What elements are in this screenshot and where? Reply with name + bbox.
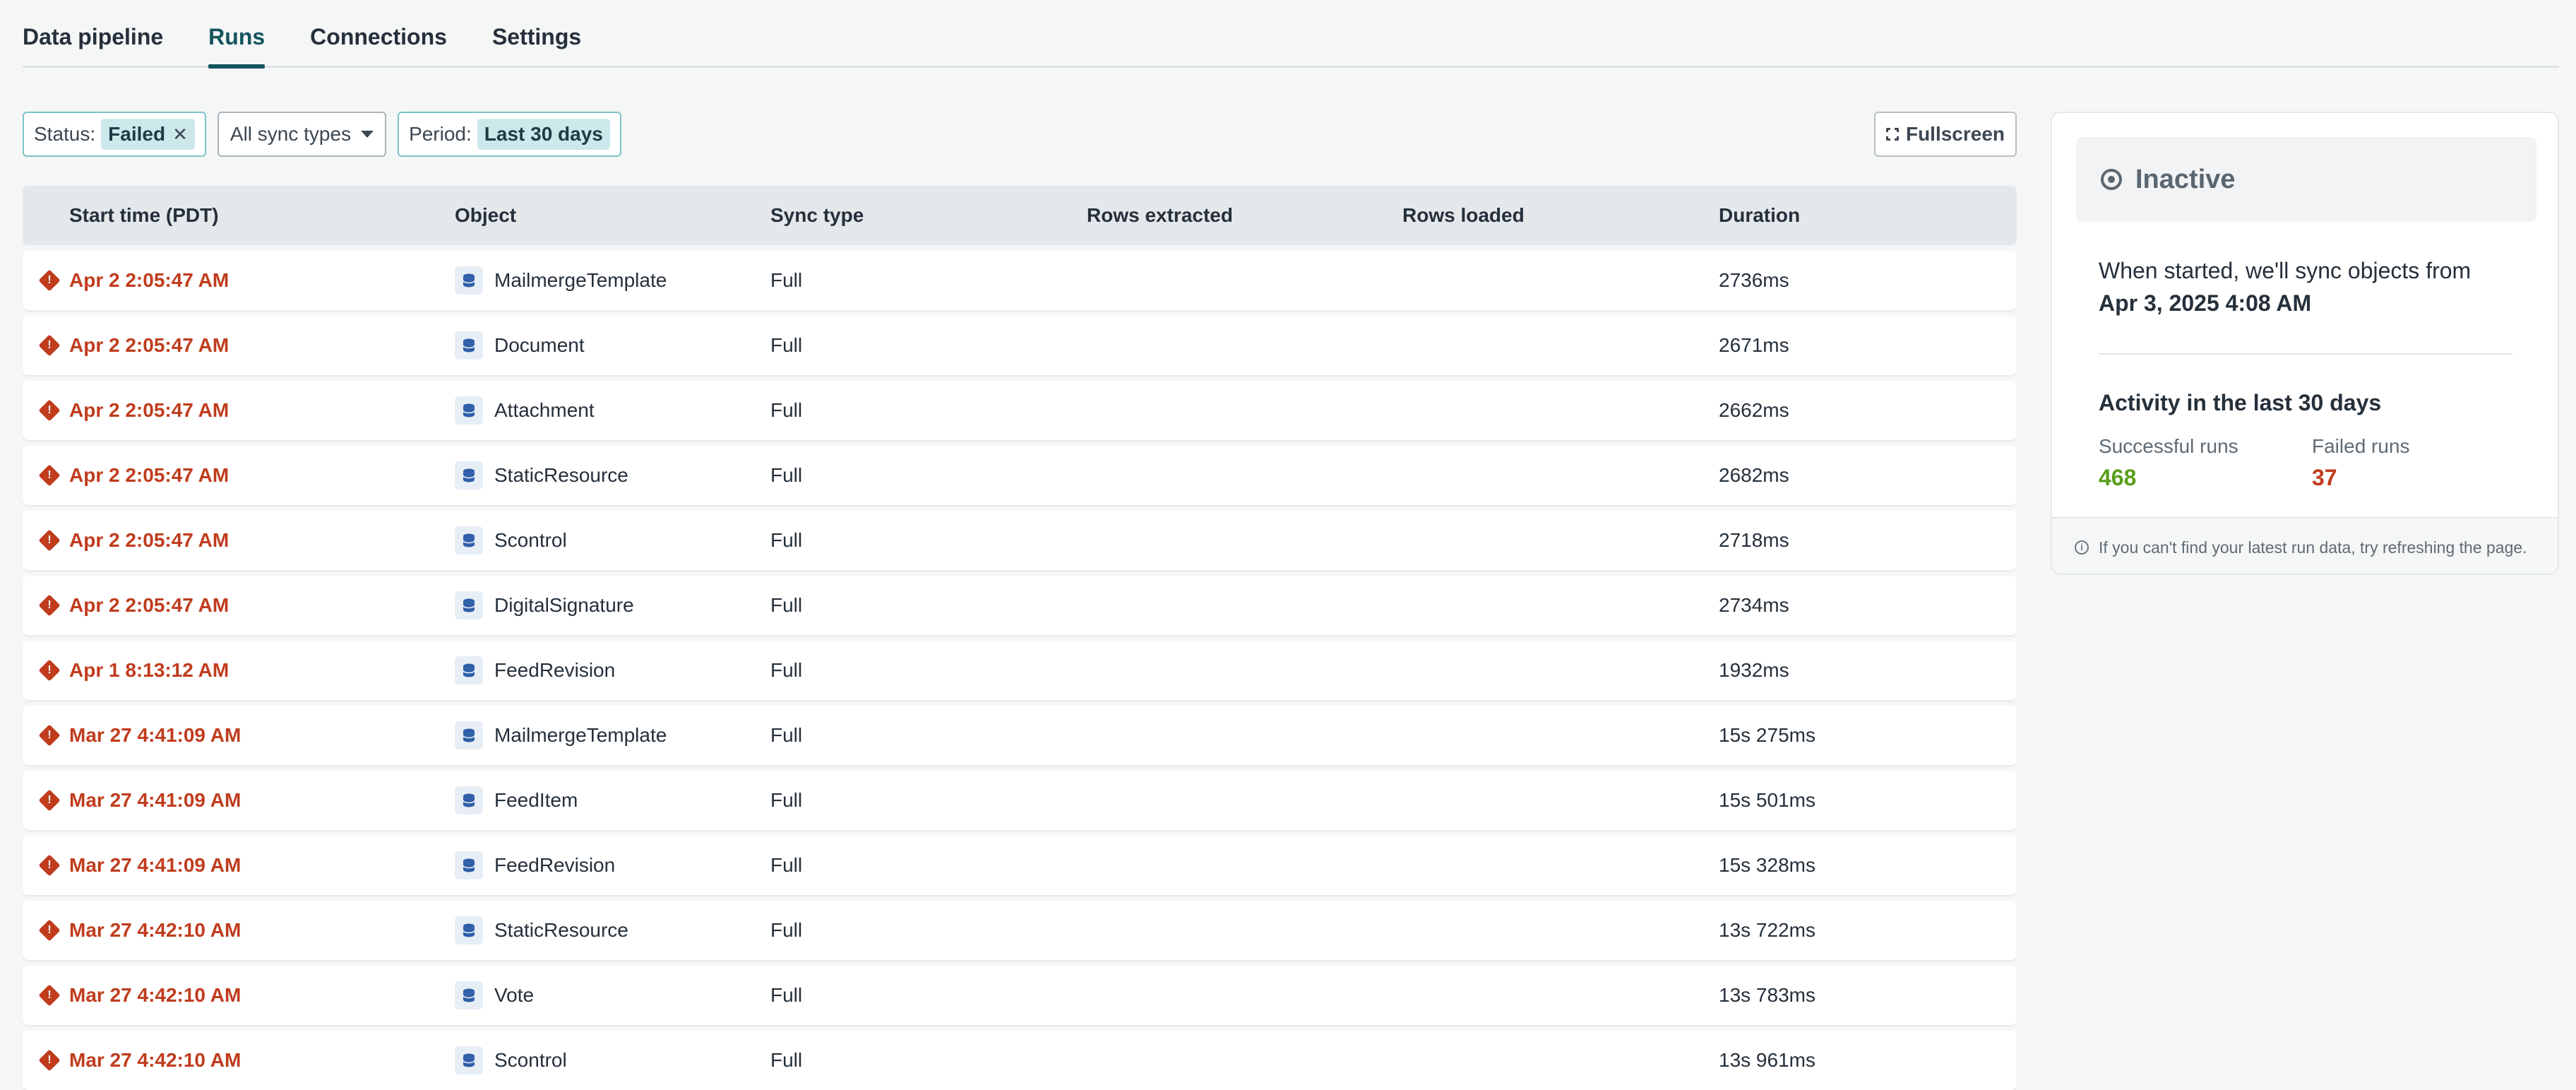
table-row[interactable] (23, 771, 2017, 830)
table-row[interactable] (23, 901, 2017, 960)
table-row[interactable] (23, 381, 2017, 440)
status-filter-text: Failed (108, 123, 166, 145)
database-icon (455, 526, 483, 555)
database-icon (455, 851, 483, 879)
database-icon (455, 916, 483, 944)
error-icon (38, 789, 60, 811)
cell-start-time (23, 334, 455, 357)
error-icon (38, 724, 60, 746)
cell-sync-type: Full (770, 269, 803, 291)
cell-duration: 13s 783ms (1719, 984, 1815, 1006)
cell-sync-type: Full (770, 659, 803, 681)
table-row[interactable] (23, 966, 2017, 1025)
start-time-text: Apr 2 2:05:47 AM (69, 269, 229, 291)
cell-duration: 2682ms (1719, 464, 1789, 486)
cell-object (455, 266, 770, 295)
cell-object (455, 396, 770, 425)
cell-object (455, 916, 770, 944)
period-filter-label: Period: (409, 123, 472, 145)
object-name: FeedItem (494, 789, 578, 811)
object-name: Document (494, 334, 585, 356)
column-header-duration[interactable]: Duration (1719, 204, 1801, 226)
status-filter[interactable] (23, 112, 206, 157)
database-icon (455, 331, 483, 360)
error-icon (38, 919, 60, 941)
table-row[interactable] (23, 576, 2017, 635)
cell-sync-type: Full (770, 984, 803, 1006)
cell-start-time (23, 1049, 455, 1072)
cell-sync-type: Full (770, 854, 803, 876)
cell-start-time (23, 789, 455, 812)
cell-start-time (23, 724, 455, 747)
object-name: StaticResource (494, 919, 628, 941)
column-header-rows-loaded[interactable]: Rows loaded (1402, 204, 1525, 226)
cell-object (455, 1046, 770, 1074)
error-icon (38, 854, 60, 876)
start-time-text: Mar 27 4:42:10 AM (69, 919, 242, 941)
column-header-sync-type[interactable]: Sync type (770, 204, 864, 226)
start-time-text: Apr 2 2:05:47 AM (69, 594, 229, 616)
clear-status-icon[interactable]: ✕ (172, 123, 188, 145)
cell-duration: 13s 722ms (1719, 919, 1815, 941)
cell-sync-type: Full (770, 724, 803, 746)
object-name: Vote (494, 984, 535, 1006)
sync-start-text: When started, we'll sync objects from (2099, 258, 2471, 283)
table-row[interactable] (23, 251, 2017, 310)
fullscreen-label: Fullscreen (1905, 123, 2005, 145)
tab-settings[interactable]: Settings (491, 24, 582, 49)
cell-object (455, 461, 770, 490)
database-icon (455, 786, 483, 814)
cell-object (455, 526, 770, 555)
cell-start-time (23, 399, 455, 422)
start-time-text: Mar 27 4:41:09 AM (69, 789, 242, 811)
status-text: Inactive (2135, 164, 2236, 194)
start-time-text: Apr 2 2:05:47 AM (69, 399, 229, 421)
cell-start-time (23, 269, 455, 292)
cell-start-time (23, 464, 455, 487)
cell-object (455, 591, 770, 620)
column-header-start-time[interactable]: Start time (PDT) (69, 204, 219, 226)
tab-runs[interactable]: Runs (208, 24, 265, 66)
table-row[interactable] (23, 641, 2017, 700)
object-name: DigitalSignature (494, 594, 634, 616)
database-icon (455, 266, 483, 295)
cell-sync-type: Full (770, 919, 803, 941)
start-time-text: Apr 1 8:13:12 AM (69, 659, 229, 681)
sync-type-label: All sync types (229, 123, 352, 145)
cell-start-time (23, 594, 455, 617)
failed-runs-label: Failed runs (2312, 435, 2410, 457)
successful-runs-label: Successful runs (2099, 435, 2238, 457)
cell-sync-type: Full (770, 594, 803, 616)
object-name: FeedRevision (494, 854, 616, 876)
cell-start-time (23, 659, 455, 682)
failed-runs-value: 37 (2312, 465, 2337, 490)
tab-bar (23, 0, 2559, 68)
sync-type-dropdown[interactable] (217, 112, 386, 157)
cell-object (455, 981, 770, 1009)
table-row[interactable] (23, 836, 2017, 895)
sync-start-date: Apr 3, 2025 4:08 AM (2099, 290, 2312, 316)
start-time-text: Apr 2 2:05:47 AM (69, 464, 229, 486)
cell-object (455, 721, 770, 750)
failed-runs-stat (2312, 435, 2410, 491)
start-time-text: Apr 2 2:05:47 AM (69, 334, 229, 356)
object-name: Scontrol (494, 529, 567, 551)
inactive-icon (2100, 168, 2123, 191)
cell-start-time (23, 529, 455, 552)
cell-start-time (23, 854, 455, 877)
cell-start-time (23, 984, 455, 1007)
cell-sync-type: Full (770, 789, 803, 811)
filter-bar (23, 112, 621, 157)
table-header (23, 186, 2017, 245)
cell-sync-type: Full (770, 399, 803, 421)
object-name: StaticResource (494, 464, 628, 486)
error-icon (38, 334, 60, 356)
cell-duration: 13s 961ms (1719, 1049, 1815, 1071)
successful-runs-value: 468 (2099, 465, 2137, 490)
column-header-rows-extracted[interactable]: Rows extracted (1087, 204, 1233, 226)
cell-duration: 2662ms (1719, 399, 1789, 421)
database-icon (455, 461, 483, 490)
cell-sync-type: Full (770, 529, 803, 551)
start-time-text: Apr 2 2:05:47 AM (69, 529, 229, 551)
sync-status-panel (2051, 112, 2559, 575)
cell-sync-type: Full (770, 464, 803, 486)
error-icon (38, 529, 60, 551)
error-icon (38, 594, 60, 616)
status-filter-label: Status: (34, 123, 96, 145)
cell-object (455, 851, 770, 879)
error-icon (38, 1049, 60, 1071)
cell-sync-type: Full (770, 1049, 803, 1071)
cell-duration: 2718ms (1719, 529, 1789, 551)
tab-data-pipeline[interactable]: Data pipeline (23, 24, 164, 49)
start-time-text: Mar 27 4:41:09 AM (69, 724, 242, 746)
table-row[interactable] (23, 706, 2017, 765)
cell-duration: 2671ms (1719, 334, 1789, 356)
table-row[interactable] (23, 1031, 2017, 1090)
info-icon: i (2075, 540, 2089, 555)
object-name: MailmergeTemplate (494, 724, 667, 746)
database-icon (455, 981, 483, 1009)
table-row[interactable] (23, 511, 2017, 570)
cell-sync-type: Full (770, 334, 803, 356)
table-row[interactable] (23, 316, 2017, 375)
sync-start-info (2099, 254, 2471, 319)
database-icon (455, 656, 483, 685)
cell-object (455, 331, 770, 360)
database-icon (455, 721, 483, 750)
start-time-text: Mar 27 4:41:09 AM (69, 854, 242, 876)
cell-duration: 1932ms (1719, 659, 1789, 681)
object-name: Attachment (494, 399, 595, 421)
successful-runs-stat (2099, 435, 2238, 491)
status-box (2076, 137, 2536, 222)
footer-note: If you can't find your latest run data, try refreshing the page. (2099, 538, 2527, 557)
fullscreen-icon (1886, 128, 1899, 141)
activity-title: Activity in the last 30 days (2099, 390, 2382, 415)
error-icon (38, 464, 60, 486)
period-filter[interactable] (398, 112, 621, 157)
cell-duration: 15s 501ms (1719, 789, 1815, 811)
start-time-text: Mar 27 4:42:10 AM (69, 1049, 242, 1071)
column-header-object[interactable]: Object (455, 204, 517, 226)
period-filter-value: Last 30 days (477, 119, 610, 150)
cell-start-time (23, 919, 455, 942)
status-filter-value (101, 119, 195, 150)
panel-footer (2052, 517, 2559, 575)
object-name: FeedRevision (494, 659, 616, 681)
error-icon (38, 399, 60, 421)
cell-object (455, 656, 770, 685)
cell-duration: 2736ms (1719, 269, 1789, 291)
cell-duration: 15s 275ms (1719, 724, 1815, 746)
runs-table (23, 186, 2017, 1090)
tab-connections[interactable]: Connections (310, 24, 447, 49)
object-name: Scontrol (494, 1049, 567, 1071)
error-icon (38, 269, 60, 291)
chevron-down-icon (361, 131, 374, 138)
divider (2099, 353, 2512, 355)
error-icon (38, 659, 60, 681)
error-icon (38, 984, 60, 1006)
database-icon (455, 396, 483, 425)
cell-object (455, 786, 770, 814)
cell-duration: 2734ms (1719, 594, 1789, 616)
table-row[interactable] (23, 446, 2017, 505)
database-icon (455, 591, 483, 620)
object-name: MailmergeTemplate (494, 269, 667, 291)
fullscreen-button[interactable] (1874, 112, 2017, 157)
cell-duration: 15s 328ms (1719, 854, 1815, 876)
start-time-text: Mar 27 4:42:10 AM (69, 984, 242, 1006)
database-icon (455, 1046, 483, 1074)
